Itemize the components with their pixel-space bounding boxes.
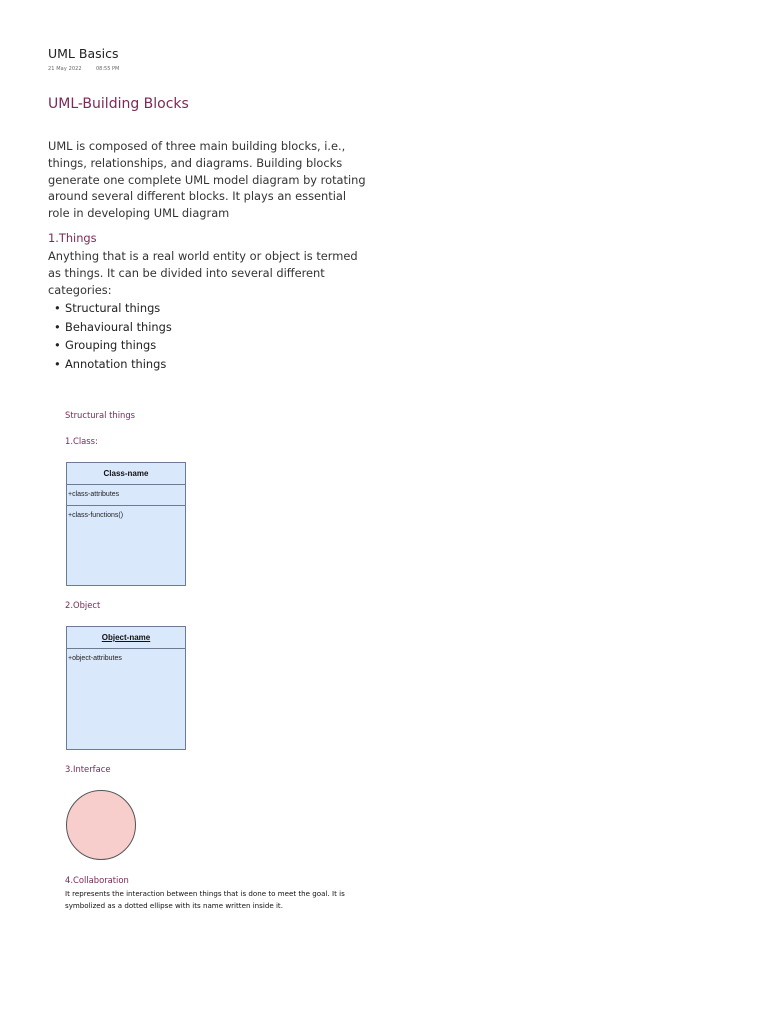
object-attributes: +object-attributes bbox=[68, 655, 122, 662]
list-item: • Structural things bbox=[48, 299, 172, 318]
intro-paragraph: UML is composed of three main building blocks, i.e., things, relationships, and diagrams. Building blocks generate one complete UML model diagram by rotating around several different blocks. It plays an essential role in developing UML diagram bbox=[48, 139, 366, 221]
list-item: • Grouping things bbox=[48, 336, 172, 355]
list-item: • Annotation things bbox=[48, 355, 172, 374]
page-title: UML Basics bbox=[48, 46, 119, 61]
list-item: • Behavioural things bbox=[48, 318, 172, 337]
class-diagram bbox=[66, 462, 186, 586]
things-heading: 1.Things bbox=[48, 231, 97, 245]
collaboration-label: 4.Collaboration bbox=[65, 875, 129, 885]
collaboration-description: It represents the interaction between things that is done to meet the goal. It is symbolized as a dotted ellipse with its name written inside it. bbox=[65, 889, 345, 910]
section-heading: UML-Building Blocks bbox=[48, 96, 189, 112]
class-functions: +class-functions() bbox=[68, 512, 124, 519]
interface-circle bbox=[66, 790, 136, 860]
class-attributes: +class-attributes bbox=[67, 485, 185, 506]
categories-list bbox=[48, 299, 172, 374]
object-diagram bbox=[66, 626, 186, 750]
page-date: 21 May 2022 bbox=[48, 66, 82, 72]
object-label: 2.Object bbox=[65, 600, 101, 610]
class-label: 1.Class: bbox=[65, 436, 98, 446]
page-time: 08:55 PM bbox=[96, 66, 120, 72]
things-description: Anything that is a real world entity or object is termed as things. It can be divided into several different categories: bbox=[48, 249, 358, 297]
interface-label: 3.Interface bbox=[65, 764, 111, 774]
class-name: Class-name bbox=[67, 463, 185, 485]
object-name: Object-name bbox=[67, 627, 185, 649]
structural-things-heading: Structural things bbox=[65, 410, 136, 420]
